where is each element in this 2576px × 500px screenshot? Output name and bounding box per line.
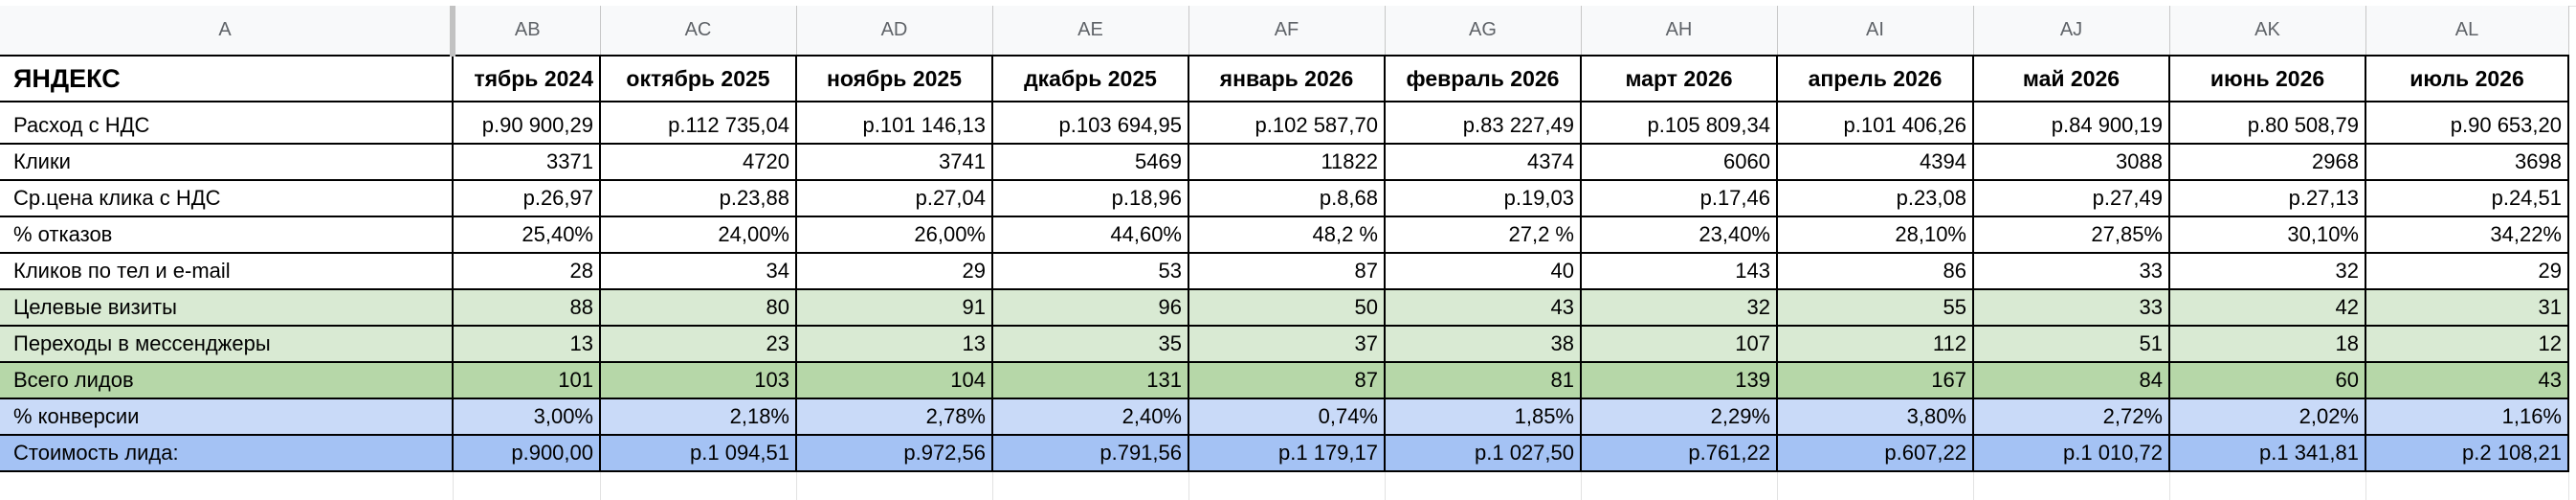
table-row (0, 398, 2568, 435)
empty-cell[interactable] (600, 471, 796, 500)
value-cell[interactable]: 33 (1973, 253, 2169, 289)
row-label-cell[interactable]: Всего лидов (0, 362, 453, 398)
column-header-row (0, 6, 2568, 56)
value-cell[interactable]: р.900,00 (453, 435, 600, 471)
value-cell[interactable]: р.101 406,26 (1777, 107, 1973, 144)
empty-cell[interactable] (992, 471, 1188, 500)
value-cell[interactable]: 31 (2365, 289, 2568, 326)
value-cell[interactable]: р.83 227,49 (1385, 107, 1581, 144)
value-cell[interactable]: р.27,04 (796, 180, 992, 216)
value-cell[interactable]: 2,02% (2169, 398, 2365, 435)
value-cell[interactable]: 2,40% (992, 398, 1188, 435)
value-cell[interactable]: р.90 653,20 (2365, 107, 2568, 144)
value-cell[interactable]: 32 (1581, 289, 1777, 326)
table-row (0, 435, 2568, 471)
value-cell[interactable]: р.23,08 (1777, 180, 1973, 216)
table-row (0, 362, 2568, 398)
value-cell[interactable]: 55 (1777, 289, 1973, 326)
value-cell[interactable]: р.8,68 (1188, 180, 1385, 216)
value-cell[interactable]: 25,40% (453, 216, 600, 253)
column-header-ab[interactable]: AB (453, 6, 600, 56)
value-cell[interactable]: 34 (600, 253, 796, 289)
empty-cell[interactable] (0, 471, 453, 500)
value-cell[interactable]: 12 (2365, 326, 2568, 362)
value-cell[interactable]: р.24,51 (2365, 180, 2568, 216)
table-row (0, 180, 2568, 216)
value-cell[interactable]: р.23,88 (600, 180, 796, 216)
value-cell[interactable]: р.1 179,17 (1188, 435, 1385, 471)
value-cell[interactable]: 35 (992, 326, 1188, 362)
value-cell[interactable]: 107 (1581, 326, 1777, 362)
value-cell[interactable]: 13 (453, 326, 600, 362)
value-cell[interactable]: р.19,03 (1385, 180, 1581, 216)
value-cell[interactable]: 86 (1777, 253, 1973, 289)
value-cell[interactable]: р.26,97 (453, 180, 600, 216)
data-table[interactable] (0, 6, 2569, 500)
value-cell[interactable]: 44,60% (992, 216, 1188, 253)
value-cell[interactable]: р.1 027,50 (1385, 435, 1581, 471)
value-cell[interactable]: р.2 108,21 (2365, 435, 2568, 471)
value-cell[interactable]: 32 (2169, 253, 2365, 289)
empty-cell[interactable] (453, 471, 600, 500)
value-cell[interactable]: 18 (2169, 326, 2365, 362)
month-header-cell[interactable]: март 2026 (1581, 56, 1777, 102)
value-cell[interactable]: 29 (2365, 253, 2568, 289)
value-cell[interactable]: 96 (992, 289, 1188, 326)
column-header-a[interactable]: A (0, 6, 453, 56)
value-cell[interactable]: 60 (2169, 362, 2365, 398)
empty-cell[interactable] (796, 471, 992, 500)
value-cell[interactable]: 3,00% (453, 398, 600, 435)
month-header-cell[interactable]: ноябрь 2025 (796, 56, 992, 102)
column-header-ag[interactable]: AG (1385, 6, 1581, 56)
value-cell[interactable]: р.607,22 (1777, 435, 1973, 471)
value-cell[interactable]: р.84 900,19 (1973, 107, 2169, 144)
value-cell[interactable]: 139 (1581, 362, 1777, 398)
value-cell[interactable]: 104 (796, 362, 992, 398)
value-cell[interactable]: 4720 (600, 144, 796, 180)
value-cell[interactable]: 28,10% (1777, 216, 1973, 253)
value-cell[interactable]: 24,00% (600, 216, 796, 253)
value-cell[interactable]: 101 (453, 362, 600, 398)
row-label-cell[interactable]: Переходы в мессенджеры (0, 326, 453, 362)
value-cell[interactable]: 28 (453, 253, 600, 289)
value-cell[interactable]: р.90 900,29 (453, 107, 600, 144)
value-cell[interactable]: 27,2 % (1385, 216, 1581, 253)
empty-cell[interactable] (1188, 471, 1385, 500)
value-cell[interactable]: 2,78% (796, 398, 992, 435)
value-cell[interactable]: р.17,46 (1581, 180, 1777, 216)
month-header-cell[interactable]: январь 2026 (1188, 56, 1385, 102)
value-cell[interactable]: 13 (796, 326, 992, 362)
value-cell[interactable]: 131 (992, 362, 1188, 398)
value-cell[interactable]: 50 (1188, 289, 1385, 326)
column-header-aj[interactable]: AJ (1973, 6, 2169, 56)
month-header-cell[interactable]: дкабрь 2025 (992, 56, 1188, 102)
month-header-row (0, 56, 2568, 102)
month-header-cell[interactable]: февраль 2026 (1385, 56, 1581, 102)
value-cell[interactable]: 4374 (1385, 144, 1581, 180)
table-row (0, 216, 2568, 253)
value-cell[interactable]: 26,00% (796, 216, 992, 253)
row-label-cell[interactable]: Ср.цена клика с НДС (0, 180, 453, 216)
section-title[interactable]: ЯНДЕКС (0, 56, 453, 102)
empty-cell[interactable] (1973, 471, 2169, 500)
row-label-cell[interactable]: % конверсии (0, 398, 453, 435)
value-cell[interactable]: 34,22% (2365, 216, 2568, 253)
column-header-ad[interactable]: AD (796, 6, 992, 56)
value-cell[interactable]: 38 (1385, 326, 1581, 362)
value-cell[interactable]: 33 (1973, 289, 2169, 326)
value-cell[interactable]: 80 (600, 289, 796, 326)
value-cell[interactable]: 40 (1385, 253, 1581, 289)
column-header-ak[interactable]: AK (2169, 6, 2365, 56)
value-cell[interactable]: 87 (1188, 362, 1385, 398)
value-cell[interactable]: 3741 (796, 144, 992, 180)
value-cell[interactable]: 1,16% (2365, 398, 2568, 435)
value-cell[interactable]: р.1 010,72 (1973, 435, 2169, 471)
value-cell[interactable]: р.101 146,13 (796, 107, 992, 144)
table-row (0, 326, 2568, 362)
row-label-cell[interactable]: Кликов по тел и e-mail (0, 253, 453, 289)
column-header-al[interactable]: AL (2365, 6, 2568, 56)
empty-cell[interactable] (2169, 471, 2365, 500)
value-cell[interactable]: 30,10% (2169, 216, 2365, 253)
column-header-ae[interactable]: AE (992, 6, 1188, 56)
value-cell[interactable]: 1,85% (1385, 398, 1581, 435)
value-cell[interactable]: р.1 094,51 (600, 435, 796, 471)
value-cell[interactable]: 91 (796, 289, 992, 326)
value-cell[interactable]: 87 (1188, 253, 1385, 289)
table-row (0, 289, 2568, 326)
row-label-cell[interactable]: Стоимость лида: (0, 435, 453, 471)
month-header-cell[interactable]: тябрь 2024 (453, 56, 600, 102)
month-header-cell[interactable]: апрель 2026 (1777, 56, 1973, 102)
value-cell[interactable]: 143 (1581, 253, 1777, 289)
column-header-ac[interactable]: AC (600, 6, 796, 56)
value-cell[interactable]: 23 (600, 326, 796, 362)
value-cell[interactable]: 2,29% (1581, 398, 1777, 435)
month-header-cell[interactable]: июль 2026 (2365, 56, 2568, 102)
column-header-af[interactable]: AF (1188, 6, 1385, 56)
value-cell[interactable]: р.105 809,34 (1581, 107, 1777, 144)
table-row (0, 144, 2568, 180)
value-cell[interactable]: 37 (1188, 326, 1385, 362)
column-header-ai[interactable]: AI (1777, 6, 1973, 56)
value-cell[interactable]: 88 (453, 289, 600, 326)
value-cell[interactable]: 2,72% (1973, 398, 2169, 435)
empty-cell[interactable] (1385, 471, 1581, 500)
month-header-cell[interactable]: июнь 2026 (2169, 56, 2365, 102)
value-cell[interactable]: 3,80% (1777, 398, 1973, 435)
value-cell[interactable]: р.102 587,70 (1188, 107, 1385, 144)
value-cell[interactable]: р.103 694,95 (992, 107, 1188, 144)
row-label-cell[interactable]: % отказов (0, 216, 453, 253)
value-cell[interactable]: 3371 (453, 144, 600, 180)
value-cell[interactable]: 42 (2169, 289, 2365, 326)
value-cell[interactable]: р.27,13 (2169, 180, 2365, 216)
value-cell[interactable]: р.761,22 (1581, 435, 1777, 471)
month-header-cell[interactable]: октябрь 2025 (600, 56, 796, 102)
table-row (0, 107, 2568, 144)
value-cell[interactable]: 5469 (992, 144, 1188, 180)
value-cell[interactable]: 29 (796, 253, 992, 289)
value-cell[interactable]: 51 (1973, 326, 2169, 362)
value-cell[interactable]: 23,40% (1581, 216, 1777, 253)
empty-cell[interactable] (1581, 471, 1777, 500)
value-cell[interactable]: 2,18% (600, 398, 796, 435)
row-label-cell[interactable]: Клики (0, 144, 453, 180)
value-cell[interactable]: р.1 341,81 (2169, 435, 2365, 471)
value-cell[interactable]: р.791,56 (992, 435, 1188, 471)
value-cell[interactable]: 3088 (1973, 144, 2169, 180)
value-cell[interactable]: р.972,56 (796, 435, 992, 471)
value-cell[interactable]: 112 (1777, 326, 1973, 362)
empty-row (0, 471, 2568, 500)
value-cell[interactable]: р.27,49 (1973, 180, 2169, 216)
value-cell[interactable]: 0,74% (1188, 398, 1385, 435)
value-cell[interactable]: 167 (1777, 362, 1973, 398)
value-cell[interactable]: 84 (1973, 362, 2169, 398)
row-label-cell[interactable]: Целевые визиты (0, 289, 453, 326)
value-cell[interactable]: 43 (2365, 362, 2568, 398)
empty-cell[interactable] (1777, 471, 1973, 500)
empty-cell[interactable] (2365, 471, 2568, 500)
month-header-cell[interactable]: май 2026 (1973, 56, 2169, 102)
value-cell[interactable]: 53 (992, 253, 1188, 289)
value-cell[interactable]: 11822 (1188, 144, 1385, 180)
value-cell[interactable]: 2968 (2169, 144, 2365, 180)
value-cell[interactable]: р.112 735,04 (600, 107, 796, 144)
value-cell[interactable]: 4394 (1777, 144, 1973, 180)
row-label-cell[interactable]: Расход с НДС (0, 107, 453, 144)
value-cell[interactable]: 81 (1385, 362, 1581, 398)
value-cell[interactable]: р.80 508,79 (2169, 107, 2365, 144)
value-cell[interactable]: 3698 (2365, 144, 2568, 180)
value-cell[interactable]: 48,2 % (1188, 216, 1385, 253)
value-cell[interactable]: 43 (1385, 289, 1581, 326)
value-cell[interactable]: 27,85% (1973, 216, 2169, 253)
column-header-ah[interactable]: AH (1581, 6, 1777, 56)
value-cell[interactable]: 6060 (1581, 144, 1777, 180)
table-row (0, 253, 2568, 289)
value-cell[interactable]: р.18,96 (992, 180, 1188, 216)
value-cell[interactable]: 103 (600, 362, 796, 398)
